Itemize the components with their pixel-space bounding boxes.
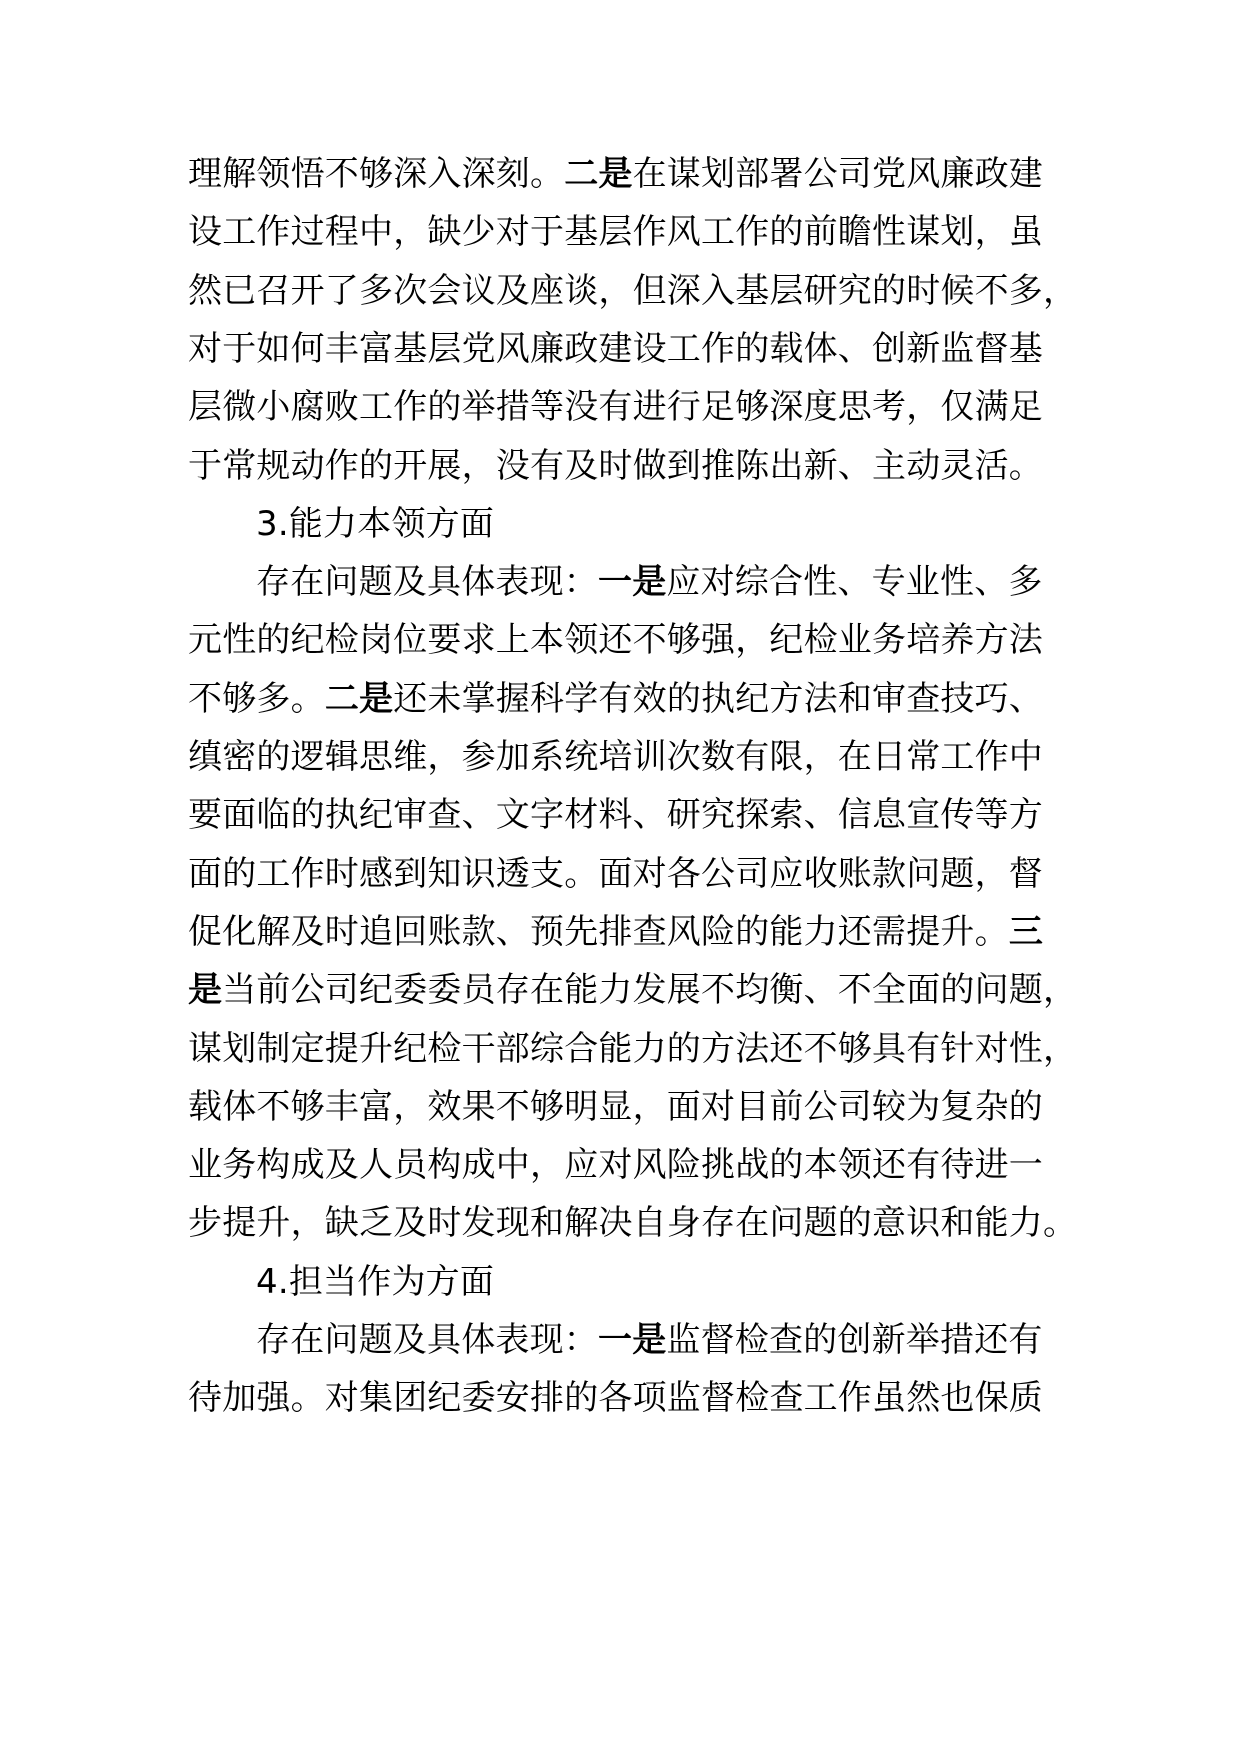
text-run: 于常规动作的开展，没有及时做到推陈出新、主动灵活。	[188, 446, 1043, 486]
text-run: 4.担当作为方面	[256, 1262, 495, 1302]
text-line	[188, 1145, 1068, 1185]
text-line	[188, 1087, 1068, 1127]
text-line	[188, 970, 1078, 1010]
text-run: 层微小腐败工作的举措等没有进行足够深度思考，仅满足	[188, 387, 1043, 427]
text-run: 还未掌握科学有效的执纪方法和审查技巧、	[393, 679, 1044, 719]
text-run: 对于如何丰富基层党风廉政建设工作的载体、创新监督基	[188, 329, 1043, 369]
text-run: 载体不够丰富，效果不够明显，面对目前公司较为复杂的	[188, 1087, 1043, 1127]
text-line	[188, 679, 1068, 719]
text-run: 当前公司纪委委员存在能力发展不均衡、不全面的问题，	[222, 970, 1078, 1010]
bold-run: 三	[1008, 912, 1044, 952]
text-run: 要面临的执纪审查、文字材料、研究探索、信息宣传等方	[188, 795, 1043, 835]
text-run: 促化解及时追回账款、预先排查风险的能力还需提升。	[188, 912, 1009, 952]
text-run: 然已召开了多次会议及座谈，但深入基层研究的时候不多，	[188, 271, 1078, 311]
text-run: 应对综合性、专业性、多	[666, 562, 1043, 602]
bold-run: 一是	[598, 1320, 667, 1360]
text-line	[188, 329, 1068, 369]
text-line	[188, 854, 1068, 894]
text-line	[188, 387, 1068, 427]
text-line	[188, 1029, 1078, 1069]
text-run: 存在问题及具体表现：	[256, 562, 598, 602]
text-line	[188, 912, 1068, 952]
section-heading	[256, 1262, 1136, 1302]
text-run: 存在问题及具体表现：	[256, 1320, 598, 1360]
text-line	[188, 795, 1068, 835]
bold-run: 是	[188, 970, 223, 1010]
text-line	[188, 1203, 1078, 1243]
bold-run: 二是	[564, 154, 633, 194]
text-line	[188, 737, 1068, 777]
text-run: 元性的纪检岗位要求上本领还不够强，纪检业务培养方法	[188, 620, 1043, 660]
text-line	[188, 620, 1068, 660]
text-run: 谋划制定提升纪检干部综合能力的方法还不够具有针对性，	[188, 1029, 1078, 1069]
bold-run: 一是	[598, 562, 667, 602]
text-run: 缜密的逻辑思维，参加系统培训次数有限，在日常工作中	[188, 737, 1043, 777]
text-run: 步提升，缺乏及时发现和解决自身存在问题的意识和能力。	[188, 1203, 1078, 1243]
text-line	[188, 1378, 1068, 1418]
text-run: 不够多。	[188, 679, 325, 719]
text-line	[256, 562, 1136, 602]
text-run: 理解领悟不够深入深刻。	[188, 154, 565, 194]
text-run: 面的工作时感到知识透支。面对各公司应收账款问题，督	[188, 854, 1043, 894]
section-heading	[256, 504, 1136, 544]
text-line	[188, 271, 1078, 311]
text-run: 3.能力本领方面	[256, 504, 495, 544]
text-line	[256, 1320, 1136, 1360]
text-run: 监督检查的创新举措还有	[666, 1320, 1043, 1360]
text-run: 待加强。对集团纪委安排的各项监督检查工作虽然也保质	[188, 1378, 1043, 1418]
text-run: 在谋划部署公司党风廉政建	[632, 154, 1044, 194]
bold-run: 二是	[324, 679, 394, 719]
text-run: 业务构成及人员构成中，应对风险挑战的本领还有待进一	[188, 1145, 1043, 1185]
text-line	[188, 154, 1068, 194]
text-line	[188, 446, 1068, 486]
text-line	[188, 212, 1068, 252]
text-run: 设工作过程中，缺少对于基层作风工作的前瞻性谋划，虽	[188, 212, 1043, 252]
